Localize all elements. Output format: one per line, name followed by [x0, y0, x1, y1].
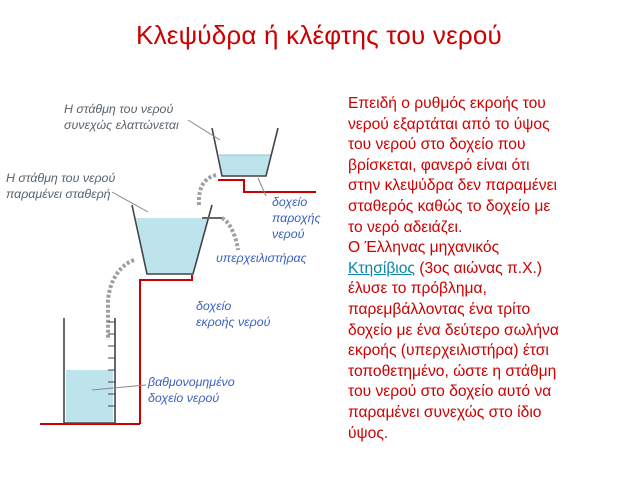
label-outflow-tank: δοχείο εκροής νερού [196, 299, 271, 329]
outflow-pipe [108, 260, 134, 340]
text-line: εκροής (υπερχειλιστήρα) έτσι [348, 342, 549, 360]
text-line-with-link [348, 259, 630, 280]
upper-tank-water [219, 155, 272, 176]
label-supply-tank: δοχείο παροχής νερού [272, 195, 321, 241]
pipe-upper-to-middle [199, 175, 216, 205]
label-level-constant: Η στάθμη του νερού παραμένει σταθερή [6, 171, 116, 201]
text-line: Επειδή ο ρυθμός εκροής του [348, 95, 546, 112]
text-line: τοποθετημένο, ώστε η στάθμη [348, 362, 557, 380]
text-line: έλυσε το πρόβλημα, [348, 280, 487, 298]
upper-tank-stand [218, 180, 316, 192]
pointer-level-decreasing [188, 120, 220, 140]
label-graduated-tank: βαθμονομημένο δοχείο νερού [148, 375, 235, 405]
text-line: στην κλεψύδρα δεν παραμένει [348, 177, 558, 195]
pointer-level-constant [112, 192, 148, 212]
text-line: ύψος. [348, 424, 389, 442]
text-line: το νερό αδειάζει. [348, 218, 463, 236]
text-line: του νερού στο δοχείο αυτό να [348, 383, 552, 401]
text-line: βρίσκεται, φανερό είναι ότι [348, 156, 530, 174]
overflow-pipe [222, 218, 238, 250]
middle-tank-stand [140, 275, 192, 283]
middle-tank-water [136, 218, 208, 274]
text-line: νερού εξαρτάται από το ύψος [348, 115, 550, 133]
ctesibius-link[interactable]: Κτησίβιος [348, 259, 415, 277]
text-line: του νερού στο δοχείο που [348, 136, 526, 154]
lower-tank-water [66, 370, 113, 422]
text-line: δοχείο με ένα δεύτερο σωλήνα [348, 321, 559, 339]
page-title: Κλεψύδρα ή κλέφτης του νερού [136, 20, 502, 50]
text-line: παρεμβάλλοντας ένα τρίτο [348, 300, 531, 318]
text-line: παραμένει συνεχώς στο ίδιο [348, 403, 542, 421]
label-overflow: υπερχειλιστήρας [216, 251, 307, 265]
text-line: Ο Έλληνας μηχανικός [348, 239, 500, 257]
pointer-supply-tank [258, 178, 266, 196]
text-line: σταθερός καθώς το δοχείο με [348, 197, 551, 215]
link-suffix: (3ος αιώνας π.Χ.) [414, 259, 543, 277]
label-level-decreasing: Η στάθμη του νερού συνεχώς ελαττώνεται [64, 102, 179, 132]
description-text [348, 94, 630, 444]
